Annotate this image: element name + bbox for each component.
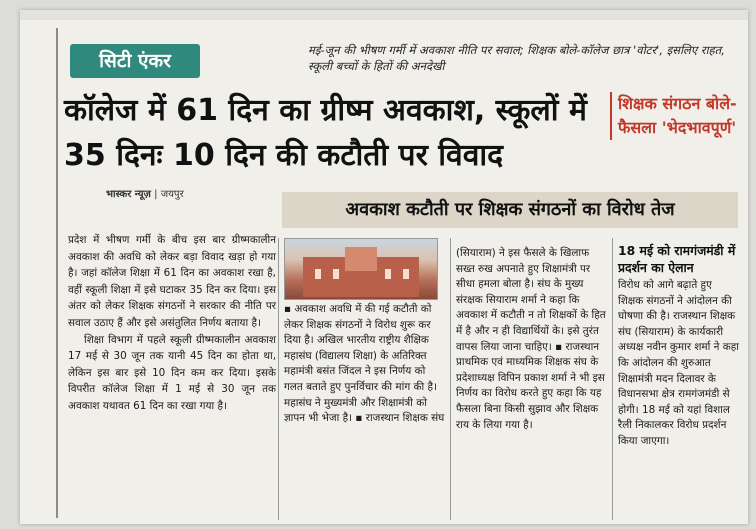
photo-window (315, 269, 321, 279)
kicker-text: मई-जून की भीषण गर्मी में अवकाश नीति पर सवाल; शिक्षक बोले-कॉलेज छात्र 'वोटर', इसलिए राहत, स्कूली बच्चों के हितों की अनदेखी (308, 43, 725, 73)
column-3: (सियाराम) ने इस फैसले के खिलाफ सख्त रुख अपनाते हुए शिक्षामंत्री पर सीधा हमला बोला है। संघ के मुख्य संरक्षक सियाराम शर्मा ने कहा कि अवकाश में कटौती न तो शिक्षकों के हित में है और न ही विद्यार्थियों के। इसे तुरंत वापस लिया जाना चाहिए। ▪ राजस्थान प्राथमिक एवं माध्यमिक शिक्षक संघ के प्रदेशाध्यक्ष विपिन प्रकाश शर्मा ने भी इस निर्णय का विरोध करते हुए कहा कि यह फैसला बिना किसी सुझाव और शिक्षक राय के लिया गया है। (456, 247, 606, 431)
top-strip (20, 10, 748, 20)
city-anchor-tag: सिटी एंकर (70, 44, 200, 78)
college-building-photo (284, 238, 438, 300)
byline-separator: | (154, 189, 161, 200)
col1-paragraph-1: प्रदेश में भीषण गर्मी के बीच इस बार ग्रीष्मकालीन अवकाश की अवधि को लेकर बड़ा विवाद खड़ा हो गया है। जहां कॉलेज शिक्षा में 61 दिन का अवकाश रखा है, वहीं स्कूली शिक्षा में इसे घटाकर 35 दिन कर दिया। इस अंतर को लेकर शिक्षक संगठनों ने सरकार की नीति पर सवाल उठाए हैं और इसे असंतुलित निर्णय बताया है। (68, 234, 276, 329)
headline: कॉलेज में 61 दिन का ग्रीष्म अवकाश, स्कूलों में 35 दिनः 10 दिन की कटौती पर विवाद (64, 93, 587, 173)
margin-rule (56, 28, 58, 518)
subheading: अवकाश कटौती पर शिक्षक संगठनों का विरोध तेज (282, 192, 738, 228)
col1-paragraph-2: शिक्षा विभाग में पहले स्कूली ग्रीष्मकालीन अवकाश 17 मई से 30 जून तक यानी 45 दिन का होता था, लेकिन इस बार इसे 10 दिन कम कर दिया। इसके विपरीत कॉलेज शिक्षा में 1 मई से 30 जून तक अवकाश यथावत 61 दिन का रखा गया है। (68, 333, 276, 412)
column-rule (278, 238, 279, 520)
photo-dome (345, 247, 377, 271)
column-rule (612, 238, 613, 520)
byline-source: भास्कर न्यूज़ (106, 189, 151, 200)
photo-window (385, 269, 391, 279)
photo-window (333, 269, 339, 279)
column-rule (450, 238, 451, 520)
byline (106, 186, 184, 200)
column-2: ▪ अवकाश अवधि में की गई कटौती को लेकर शिक्षक संगठनों ने विरोध शुरू कर दिया है। अखिल भारतीय राष्ट्रीय शैक्षिक महासंघ (विद्यालय शिक्षा) के अतिरिक्त महामंत्री बसंत जिंदल ने इस निर्णय को गलत बताते हुए पुनर्विचार की मांग की है। महासंघ ने मुख्यमंत्री और शिक्षामंत्री को ज्ञापन भी भेजा है। ▪ राजस्थान शिक्षक संघ (284, 303, 445, 425)
column-4: विरोध को आगे बढ़ाते हुए शिक्षक संगठनों ने आंदोलन की घोषणा की है। राजस्थान शिक्षक संघ (सियाराम) के कार्यकारी अध्यक्ष नवीन कुमार शर्मा ने कहा कि आंदोलन की शुरुआत शिक्षामंत्री मदन दिलावर के विधानसभा क्षेत्र रामगंजमंडी से होगी। 18 मई को यहां विशाल रैली निकालकर विरोध प्रदर्शन किया जाएगा। (618, 279, 739, 447)
newspaper-page (20, 10, 748, 524)
column-4-heading: 18 मई को रामगंजमंडी में प्रदर्शन का ऐलान (618, 243, 736, 275)
byline-place: जयपुर (160, 189, 184, 200)
photo-window (403, 269, 409, 279)
column-1 (68, 232, 276, 415)
side-quote: शिक्षक संगठन बोले- फैसला 'भेदभावपूर्ण' (610, 92, 746, 140)
